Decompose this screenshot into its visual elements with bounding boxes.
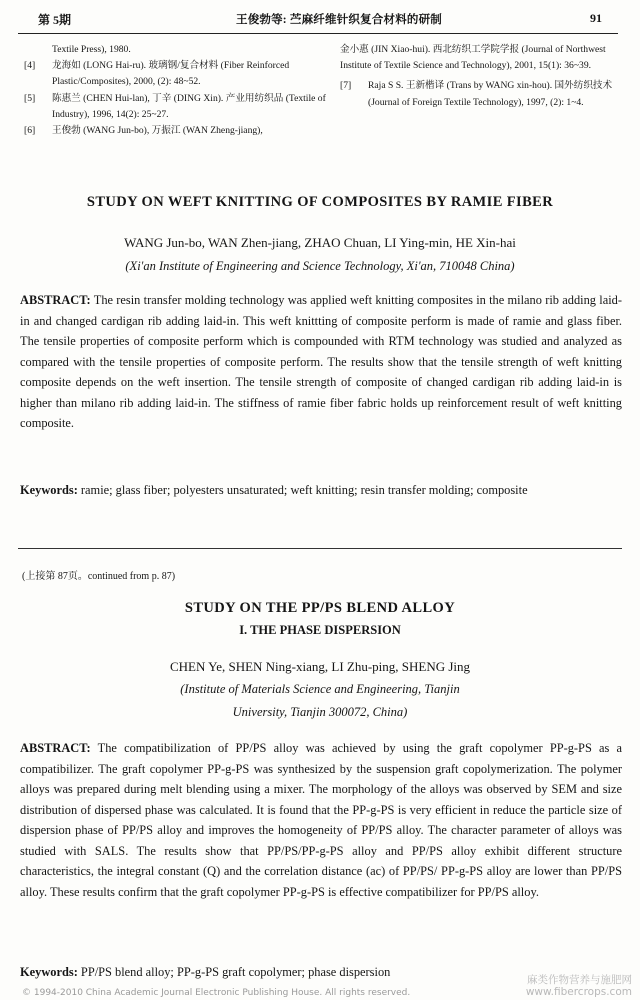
abstract-text: The compatibilization of PP/PS alloy was achieved by using the graft copolymer PP-g-PS as a compatibilizer. The graft copolymer PP-g-PS was synthesized by the suspension graft copolymerization. The polymer alloys was prepared during melt blending using a mixer. The morphology of the alloys was observed by SEM and size distribution of dispersed phase was calculated. It is found that the PP-g-PS is very efficient in reduce the particle size of dispersion phase of PP/PS alloy and improves the homogeneity of PP/PS alloy. The character parameter of alloys was studied with SALS. The results show that PP/PS/PP-g-PS alloy and PP/PS alloy exhibit different structure characteristics, the integral constant (Q) and the correlation distance (ac) of PP/PS/ PP-g-PS alloy are lower than PP/PS alloy. These results confirm that the graft copolymer PP-g-PS is effective compatibilizer for PP/PS alloy. bbox=[20, 741, 622, 899]
paper2-subtitle: I. THE PHASE DISPERSION bbox=[239, 623, 401, 637]
watermark-line1: 麻类作物营养与施肥网 bbox=[527, 974, 632, 986]
reference-number: [7] bbox=[340, 80, 352, 92]
keywords-text: PP/PS blend alloy; PP-g-PS graft copolymer; phase dispersion bbox=[77, 965, 391, 979]
reference-text: 金小惠 (JIN Xiao-hui). 西北纺织工学院学报 (Journal of Northwest Institute of Textile Science and Technology), 2001, 15(1): 36~39. bbox=[340, 44, 606, 72]
abstract-label: ABSTRACT: bbox=[20, 741, 91, 755]
paper2-affiliation-line2: University, Tianjin 300072, China) bbox=[232, 705, 408, 719]
keywords-label: Keywords: bbox=[20, 483, 78, 497]
reference-item bbox=[340, 78, 624, 110]
paper1-abstract bbox=[20, 290, 622, 434]
paper2-authors: CHEN Ye, SHEN Ning-xiang, LI Zhu-ping, SHENG Jing bbox=[169, 659, 471, 674]
page-header bbox=[0, 0, 640, 36]
keywords-text: ramie; glass fiber; polyesters unsaturated; weft knitting; resin transfer molding; composite bbox=[77, 483, 528, 497]
abstract-label: ABSTRACT: bbox=[20, 293, 91, 307]
references-left-column bbox=[24, 42, 330, 139]
reference-text: 陈惠兰 (CHEN Hui-lan), 丁辛 (DING Xin). 产业用纺织品 (Textile of Industry), 1996, 14(2): 25~27. bbox=[52, 92, 326, 120]
reference-item bbox=[340, 42, 624, 74]
running-title: 王俊勃等: 苎麻纤维针织复合材料的研制 bbox=[236, 14, 443, 26]
page-number: 91 bbox=[590, 11, 602, 25]
reference-number: [5] bbox=[24, 92, 36, 104]
reference-text: Textile Press), 1980. bbox=[52, 44, 131, 55]
reference-item bbox=[24, 42, 330, 58]
continued-from-note: (上接第 87页。continued from p. 87) bbox=[22, 571, 176, 582]
reference-text: 王俊勃 (WANG Jun-bo), 万振江 (WAN Zheng-jiang), bbox=[52, 125, 263, 137]
keywords-label: Keywords: bbox=[20, 965, 78, 979]
site-watermark bbox=[496, 974, 632, 998]
reference-item bbox=[24, 58, 330, 90]
reference-item bbox=[24, 91, 330, 123]
paper2-title: STUDY ON THE PP/PS BLEND ALLOY bbox=[184, 600, 456, 616]
copyright-footer: © 1994-2010 China Academic Journal Electronic Publishing House. All rights reserved. bbox=[22, 988, 411, 998]
section-divider bbox=[18, 548, 622, 549]
watermark-line2: www.fibercrops.com bbox=[525, 986, 632, 998]
paper1-authors: WANG Jun-bo, WAN Zhen-jiang, ZHAO Chuan, LI Ying-min, HE Xin-hai bbox=[124, 235, 516, 250]
paper1-keywords bbox=[20, 480, 622, 501]
paper2-abstract bbox=[20, 738, 622, 902]
reference-text: 龙海如 (LONG Hai-ru). 玻璃钢/复合材料 (Fiber Reinforced Plastic/Composites), 2000, (2): 48~52. bbox=[52, 60, 290, 88]
reference-text: Raja S S. 王新楷译 (Trans by WANG xin-hou). 国外纺织技术 (Journal of Foreign Textile Technology), 1997, (2): 1~4. bbox=[368, 80, 613, 108]
references-right-column bbox=[340, 42, 624, 111]
reference-number: [4] bbox=[24, 60, 36, 72]
paper2-affiliation-line1: (Institute of Materials Science and Engineering, Tianjin bbox=[180, 682, 460, 696]
reference-number: [6] bbox=[24, 125, 36, 137]
reference-item bbox=[24, 123, 330, 139]
abstract-text: The resin transfer molding technology was applied weft knitting composites in the milano rib adding laid-in and changed cardigan rib adding laid-in. This weft knittting of composite perform is made of ramie and glass fiber. The tensile properties of composite perform which is compounded with RTM technology was studied and analyzed as compared with the tensile properties of composite perform. The results show that the tensile strength of weft knitting composite depends on the weft insertion. The tensile strength of composite of changed cardigan rib adding laid-in is higher than milano rib adding laid-in. The stiffness of ramie fiber fabric holds up reinforcement result of weft knitting composite. bbox=[20, 293, 622, 430]
issue-label: 第 5期 bbox=[38, 13, 72, 27]
paper1-title: STUDY ON WEFT KNITTING OF COMPOSITES BY RAMIE FIBER bbox=[86, 194, 554, 210]
header-rule bbox=[18, 33, 618, 34]
paper1-affiliation: (Xi'an Institute of Engineering and Science Technology, Xi'an, 710048 China) bbox=[125, 259, 515, 273]
